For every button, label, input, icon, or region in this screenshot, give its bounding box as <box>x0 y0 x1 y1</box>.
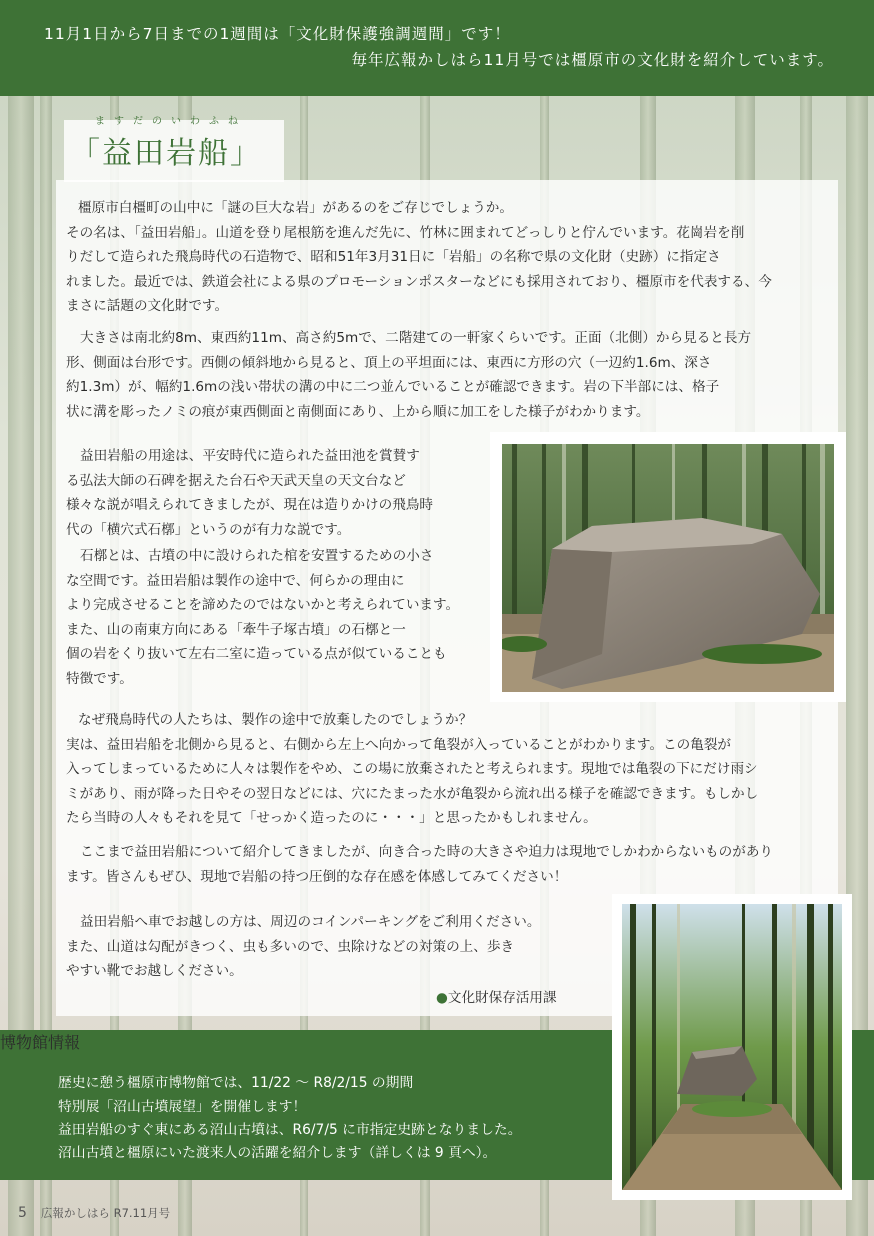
credit-dot-icon: ● <box>436 990 448 1006</box>
paragraph-intro: 橿原市白橿町の山中に「謎の巨大な岩」があるのをご存じでしょうか。 その名は、「益田岩船」。山道を登り尾根筋を進んだ先に、竹林に囲まれてどっしりと佇んでいます。花崗岩を削 りだして造られた飛鳥時代の石造物で、昭和51年3月31日に「岩船」の名称で県の文化財（史跡）に指定さ れました。最近では、鉄道会社による県のプロモーションポスターなどにも採用されており、橿原市を代表する、今 まさに話題の文化財です。 <box>66 200 772 314</box>
footer <box>18 1205 170 1221</box>
page-number: 5 <box>18 1205 27 1221</box>
issue-label: 広報かしはら R7.11月号 <box>40 1206 171 1220</box>
photo-frame-rock <box>490 432 846 702</box>
museum-badge: 博物館情報 <box>0 1030 80 1053</box>
museum-line-4: 沼山古墳と橿原にいた渡来人の活躍を紹介します（詳しくは 9 頁へ）。 <box>58 1145 497 1161</box>
museum-line-1: 歴史に憩う橿原市博物館では、11/22 ～ R8/2/15 の期間 <box>58 1075 414 1091</box>
path-photo <box>622 904 842 1190</box>
photo-frame-path <box>612 894 852 1200</box>
header-line-2: 毎年広報かしはら11月号では橿原市の文化財を紹介しています。 <box>351 51 834 69</box>
museum-line-2: 特別展「沼山古墳展望」を開催します！ <box>58 1099 307 1115</box>
museum-line-3: 益田岩船のすぐ東にある沼山古墳は、R6/7/5 に市指定史跡となりました。 <box>58 1122 522 1138</box>
paragraph-size: 大きさは南北約8m、東西約11m、高さ約5mで、二階建ての一軒家くらいです。正面（北側）から見ると長方 形、側面は台形です。西側の傾斜地から見ると、頂上の平坦面には、東西に方形の穴（一辺約1.6m、深さ 約1.3m）が、幅約1.6mの浅い帯状の溝の中に二つ並んでいることが確認できます。岩の下半部には、格子 状に溝を彫ったノミの痕が東西側面と南側面にあり、上から順に加工をした様子がわかります。 <box>66 330 752 420</box>
credit-department: ●文化財保存活用課 <box>436 990 557 1006</box>
paragraph-chamber: 石槨とは、古墳の中に設けられた棺を安置するための小さ な空間です。益田岩船は製作の途中で、何らかの理由に より完成させることを諦めたのではないかと考えられています。 また、山の南東方向にある「牽牛子塚古墳」の石槨と一 個の岩をくり抜いて左右二室に造っている点が似ていることも 特徴です。 <box>66 548 460 687</box>
header-line-1: 11月1日から7日までの1週間は「文化財保護強調週間」です！ <box>44 25 511 43</box>
paragraph-abandon: なぜ飛鳥時代の人たちは、製作の途中で放棄したのでしょうか？ 実は、益田岩船を北側から見ると、右側から左上へ向かって亀裂が入っていることがわかります。この亀裂が 入ってしまっているために人々は製作をやめ、この場に放棄されたと考えられます。現地では亀裂の下にだけ雨シ ミがあり、雨が降った日やその翌日などには、穴にたまった水が亀裂から流れ出る様子を確認できます。もしかし たら当時の人々もそれを見て「せっかく造ったのに・・・」と思ったかもしれません。 <box>66 712 759 826</box>
paragraph-access: 益田岩船へ車でお越しの方は、周辺のコインパーキングをご利用ください。 また、山道は勾配がきつく、虫も多いので、虫除けなどの対策の上、歩き やすい靴でお越しください。 <box>66 914 541 979</box>
header-banner <box>0 0 874 96</box>
title-ruby: ますだのいわふね <box>95 116 247 127</box>
rock-photo <box>502 444 834 692</box>
paragraph-purpose: 益田岩船の用途は、平安時代に造られた益田池を賞賛す る弘法大師の石碑を据えた台石や天武天皇の天文台など 様々な説が唱えられてきましたが、現在は造りかけの飛鳥時 代の「横穴式石槨」というのが有力な説です。 <box>66 448 434 538</box>
page-title: 「益田岩船」 <box>70 136 262 171</box>
paragraph-visit: ここまで益田岩船について紹介してきましたが、向き合った時の大きさや迫力は現地でしかわからないものがあり ます。皆さんもぜひ、現地で岩船の持つ圧倒的な存在感を体感してみてください！ <box>66 844 774 885</box>
